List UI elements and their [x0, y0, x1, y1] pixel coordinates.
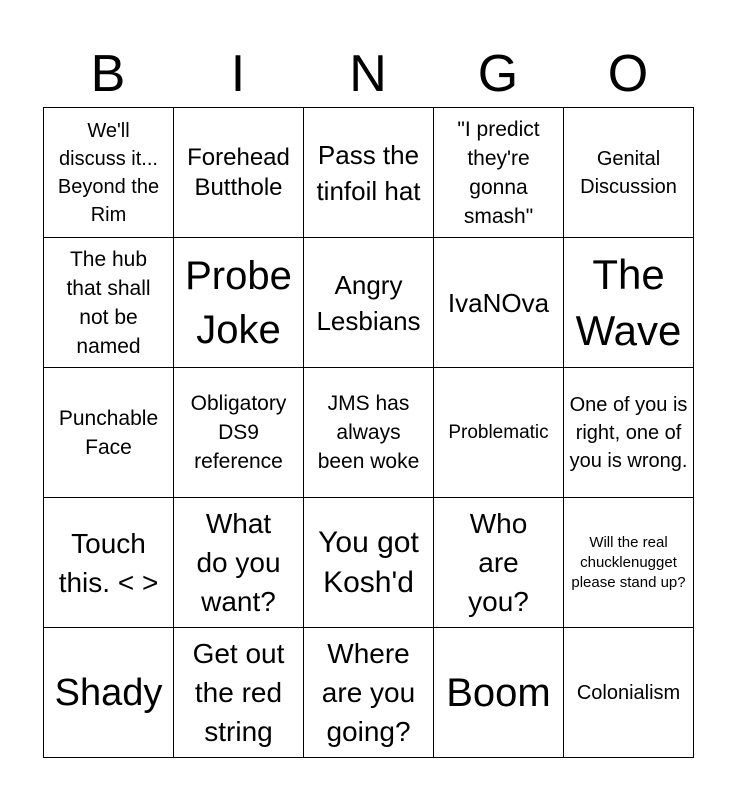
bingo-cell-2-5[interactable]: [564, 238, 694, 368]
cell-text: What do you want?: [196, 508, 281, 617]
bingo-cell-1-3[interactable]: [304, 108, 434, 238]
cell-text: Boom: [446, 670, 551, 715]
cell-text: Touch this. < >: [58, 527, 159, 598]
cell-text: Will the real chucklenugget please stand up?: [571, 533, 686, 591]
header-letter-n: N: [349, 45, 387, 103]
header-letter-b: B: [90, 45, 126, 103]
bingo-cell-4-2[interactable]: [174, 498, 304, 628]
bingo-cell-5-2[interactable]: [174, 628, 304, 758]
cell-text: The Wave: [575, 250, 682, 354]
bingo-cell-2-4[interactable]: [434, 238, 564, 368]
bingo-cell-3-5[interactable]: [564, 368, 694, 498]
cell-text: Genital Discussion: [580, 147, 677, 198]
bingo-cell-5-3[interactable]: [304, 628, 434, 758]
cell-text: Forehead Butthole: [187, 143, 290, 201]
cell-text: We'll discuss it... Beyond the Rim: [57, 119, 160, 226]
bingo-cell-5-1[interactable]: [44, 628, 174, 758]
cell-text: Problematic: [448, 421, 549, 443]
bingo-cell-2-2[interactable]: [174, 238, 304, 368]
cell-text: Angry Lesbians: [316, 269, 421, 336]
cell-text: Probe Joke: [185, 253, 292, 352]
cell-text: You got Kosh'd: [318, 525, 419, 599]
bingo-cell-2-1[interactable]: [44, 238, 174, 368]
cell-text: Shady: [54, 671, 163, 714]
bingo-cell-5-4[interactable]: [434, 628, 564, 758]
bingo-cell-2-3[interactable]: [304, 238, 434, 368]
cell-text: The hub that shall not be named: [66, 247, 151, 358]
cell-text: Who are you?: [468, 508, 529, 617]
bingo-cell-1-4[interactable]: [434, 108, 564, 238]
cell-text: Obligatory DS9 reference: [190, 392, 287, 473]
bingo-cell-3-3[interactable]: [304, 368, 434, 498]
cell-text: Colonialism: [576, 681, 681, 704]
cell-text: "I predict they're gonna smash": [457, 117, 540, 228]
bingo-cell-5-5[interactable]: [564, 628, 694, 758]
bingo-cell-4-3[interactable]: [304, 498, 434, 628]
bingo-grid: [43, 107, 694, 758]
bingo-cell-3-2[interactable]: [174, 368, 304, 498]
cell-text: IvaNOva: [447, 287, 550, 318]
header-letter-i: I: [230, 45, 246, 103]
bingo-cell-4-4[interactable]: [434, 498, 564, 628]
cell-text: Get out the red string: [192, 638, 285, 747]
bingo-cell-4-5[interactable]: [564, 498, 694, 628]
cell-text: JMS has always been woke: [317, 392, 420, 473]
cell-text: Where are you going?: [321, 638, 416, 747]
bingo-cell-1-1[interactable]: [44, 108, 174, 238]
cell-text: One of you is right, one of you is wrong.: [569, 393, 688, 472]
header-letter-o: O: [607, 45, 649, 103]
bingo-cell-3-1[interactable]: [44, 368, 174, 498]
bingo-cell-1-5[interactable]: [564, 108, 694, 238]
cell-text: Punchable Face: [58, 406, 159, 459]
cell-text: Pass the tinfoil hat: [316, 139, 421, 206]
bingo-cell-4-1[interactable]: [44, 498, 174, 628]
bingo-cell-1-2[interactable]: [174, 108, 304, 238]
bingo-header: [43, 40, 693, 108]
header-letter-g: G: [477, 45, 519, 103]
bingo-cell-3-4[interactable]: [434, 368, 564, 498]
